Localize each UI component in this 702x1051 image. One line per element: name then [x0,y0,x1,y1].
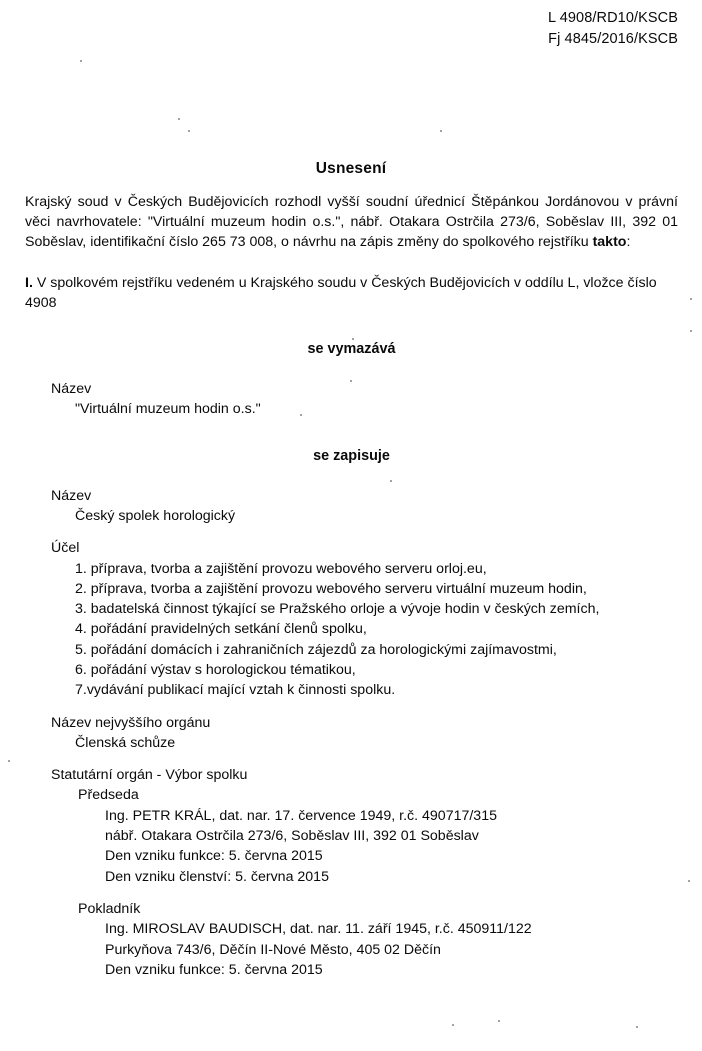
officer-detail: Ing. MIROSLAV BAUDISCH, dat. nar. 11. září 1945, r.č. 450911/122 [105,921,532,938]
intro-paragraph [25,192,678,253]
purpose-item: 2. příprava, tvorba a zajištění provozu webového serveru virtuální muzeum hodin, [75,580,587,597]
officer-detail: Ing. PETR KRÁL, dat. nar. 17. července 1949, r.č. 490717/315 [105,807,497,824]
scan-speckle [452,1024,454,1026]
scan-speckle [690,298,692,300]
scan-speckle [498,1020,500,1022]
heading-inscribed-label: se zapisuje [313,447,390,464]
supreme-body-value: Členská schůze [75,734,176,751]
purpose-item: 6. pořádání výstav s horologickou tématikou, [75,661,356,678]
reference-line-filing: Fj 4845/2016/KSCB [548,31,678,47]
section-marker: I. [25,274,33,291]
intro-paragraph-text: Krajský soud v Českých Budějovicích rozhodl vyšší soudní úřednicí Štěpánkou Jordánovou v právní věci navrhovatele: "Virtuální muzeum hodin o.s.", nábř. Otakara Ostrčila 273/6, Soběslav III, 392 01 Soběslav, identifikační číslo 265 73 008, o návrhu na zápis změny do spolkového rejstříku [25,194,678,251]
inscribed-name-label: Název [51,487,92,504]
officer-detail: Den vzniku členství: 5. června 2015 [105,868,329,885]
purpose-item: 5. pořádání domácích i zahraničních zájezdů za horologickými zajímavostmi, [75,641,557,658]
purpose-label: Účel [51,540,80,557]
officer-detail: Purkyňova 743/6, Děčín II-Nové Město, 405 02 Děčín [105,941,441,958]
scan-speckle [80,60,82,62]
intro-paragraph-colon: : [626,234,631,251]
scan-speckle [188,130,190,132]
scan-speckle [688,880,690,882]
purpose-item: 3. badatelská činnost týkající se Pražského orloje a vývoje hodin v českých zemích, [75,601,600,618]
deleted-name-value: "Virtuální muzeum hodin o.s." [75,401,261,418]
section-one-paragraph [25,273,678,313]
scan-speckle [440,130,442,132]
scan-speckle [8,760,10,762]
purpose-item: 1. příprava, tvorba a zajištění provozu webového serveru orloj.eu, [75,560,487,577]
inscribed-name-value: Český spolek horologický [75,507,236,524]
heading-deleted [0,339,678,359]
scan-speckle [178,118,180,120]
heading-deleted-label: se vymazává [307,341,396,358]
document-reference-block [548,8,678,50]
intro-paragraph-keyword: takto [592,234,627,251]
heading-inscribed [0,446,678,466]
document-body [25,192,678,980]
deleted-name-label: Název [51,381,92,398]
officer-detail: nábř. Otakara Ostrčila 273/6, Soběslav III, 392 01 Soběslav [105,828,479,845]
supreme-body-label: Název nejvyššího orgánu [51,714,211,731]
page-title: Usnesení [315,160,387,177]
officer-role: Předseda [78,787,139,804]
officer-detail: Den vzniku funkce: 5. června 2015 [105,848,323,865]
officer-detail: Den vzniku funkce: 5. června 2015 [105,961,323,978]
purpose-item: 7.vydávání publikací mající vztah k činnosti spolku. [75,682,396,699]
scan-speckle [636,1026,638,1028]
officer-role: Pokladník [78,900,141,917]
reference-line-case: L 4908/RD10/KSCB [547,10,678,26]
scan-speckle [690,330,692,332]
statutory-body-label: Statutární orgán - Výbor spolku [51,767,248,784]
section-one-text: V spolkovém rejstříku vedeném u Krajského soudu v Českých Budějovicích v oddílu L, vložce číslo 4908 [25,274,657,311]
purpose-item: 4. pořádání pravidelných setkání členů spolku, [75,621,367,638]
